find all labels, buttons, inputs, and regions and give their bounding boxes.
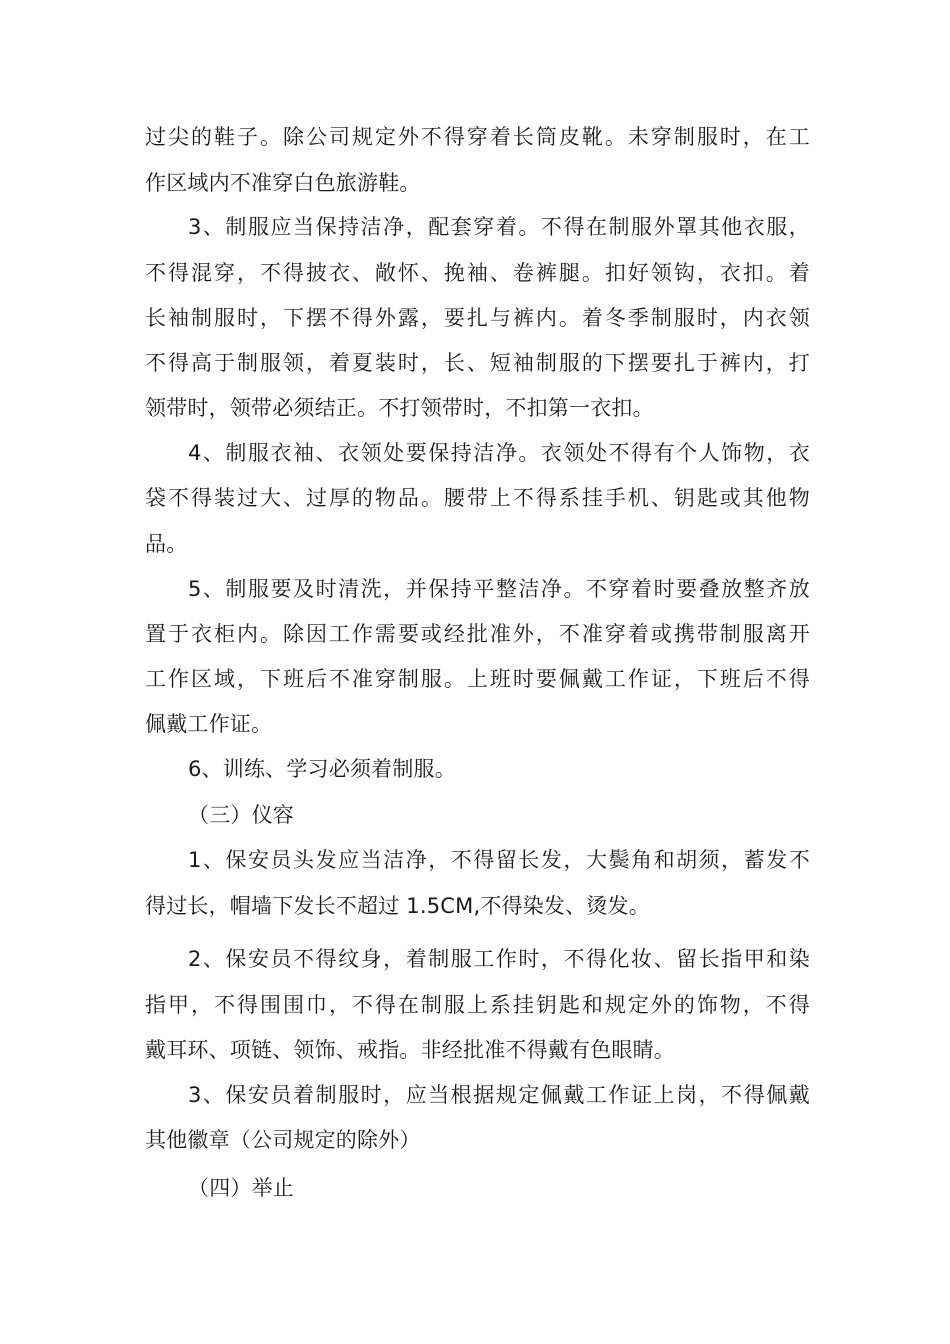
text-line: 戴耳环、项链、领饰、戒指。非经批准不得戴有色眼睛。 bbox=[145, 1038, 675, 1062]
section-heading-behavior: （四）举止 bbox=[188, 1176, 294, 1200]
text-line: 领带时，领带必须结正。不打领带时，不扣第一衣扣。 bbox=[145, 396, 654, 420]
paragraph-start-5: 5、制服要及时清洗，并保持平整洁净。不穿着时要叠放整齐放 bbox=[188, 577, 810, 601]
text-line: 其他徽章（公司规定的除外） bbox=[145, 1128, 421, 1152]
text-line: 佩戴工作证。 bbox=[145, 712, 273, 736]
text-line: 不得高于制服领，着夏装时，长、短袖制服的下摆要扎于裤内，打 bbox=[145, 351, 810, 375]
text-line: 长袖制服时，下摆不得外露，要扎与裤内。着冬季制服时，内衣领 bbox=[145, 306, 810, 330]
paragraph-start-3: 3、制服应当保持洁净，配套穿着。不得在制服外罩其他衣服， bbox=[188, 215, 810, 239]
paragraph-start-4: 4、制服衣袖、衣领处要保持洁净。衣领处不得有个人饰物，衣 bbox=[188, 441, 810, 465]
paragraph-start-appearance-2: 2、保安员不得纹身，着制服工作时，不得化妆、留长指甲和染 bbox=[188, 947, 810, 971]
paragraph-start-6: 6、训练、学习必须着制服。 bbox=[188, 757, 456, 781]
text-line: 过尖的鞋子。除公司规定外不得穿着长筒皮靴。未穿制服时，在工 bbox=[145, 125, 810, 149]
text-line: 工作区域，下班后不准穿制服。上班时要佩戴工作证，下班后不得 bbox=[145, 667, 810, 691]
text-line: 不得混穿，不得披衣、敞怀、挽袖、卷裤腿。扣好领钩，衣扣。着 bbox=[145, 261, 810, 285]
text-line: 袋不得装过大、过厚的物品。腰带上不得系挂手机、钥匙或其他物 bbox=[145, 486, 810, 510]
section-heading-appearance: （三）仪容 bbox=[188, 803, 294, 827]
text-line: 作区域内不准穿白色旅游鞋。 bbox=[145, 171, 421, 195]
text-line: 得过长，帽墙下发长不超过 1.5CM,不得染发、烫发。 bbox=[145, 894, 650, 918]
paragraph-start-appearance-1: 1、保安员头发应当洁净，不得留长发，大鬓角和胡须，蓄发不 bbox=[188, 848, 810, 872]
text-line: 品。 bbox=[145, 532, 188, 556]
text-line: 置于衣柜内。除因工作需要或经批准外，不准穿着或携带制服离开 bbox=[145, 622, 810, 646]
paragraph-start-appearance-3: 3、保安员着制服时，应当根据规定佩戴工作证上岗，不得佩戴 bbox=[188, 1083, 810, 1107]
text-line: 指甲，不得围围巾，不得在制服上系挂钥匙和规定外的饰物，不得 bbox=[145, 993, 810, 1017]
